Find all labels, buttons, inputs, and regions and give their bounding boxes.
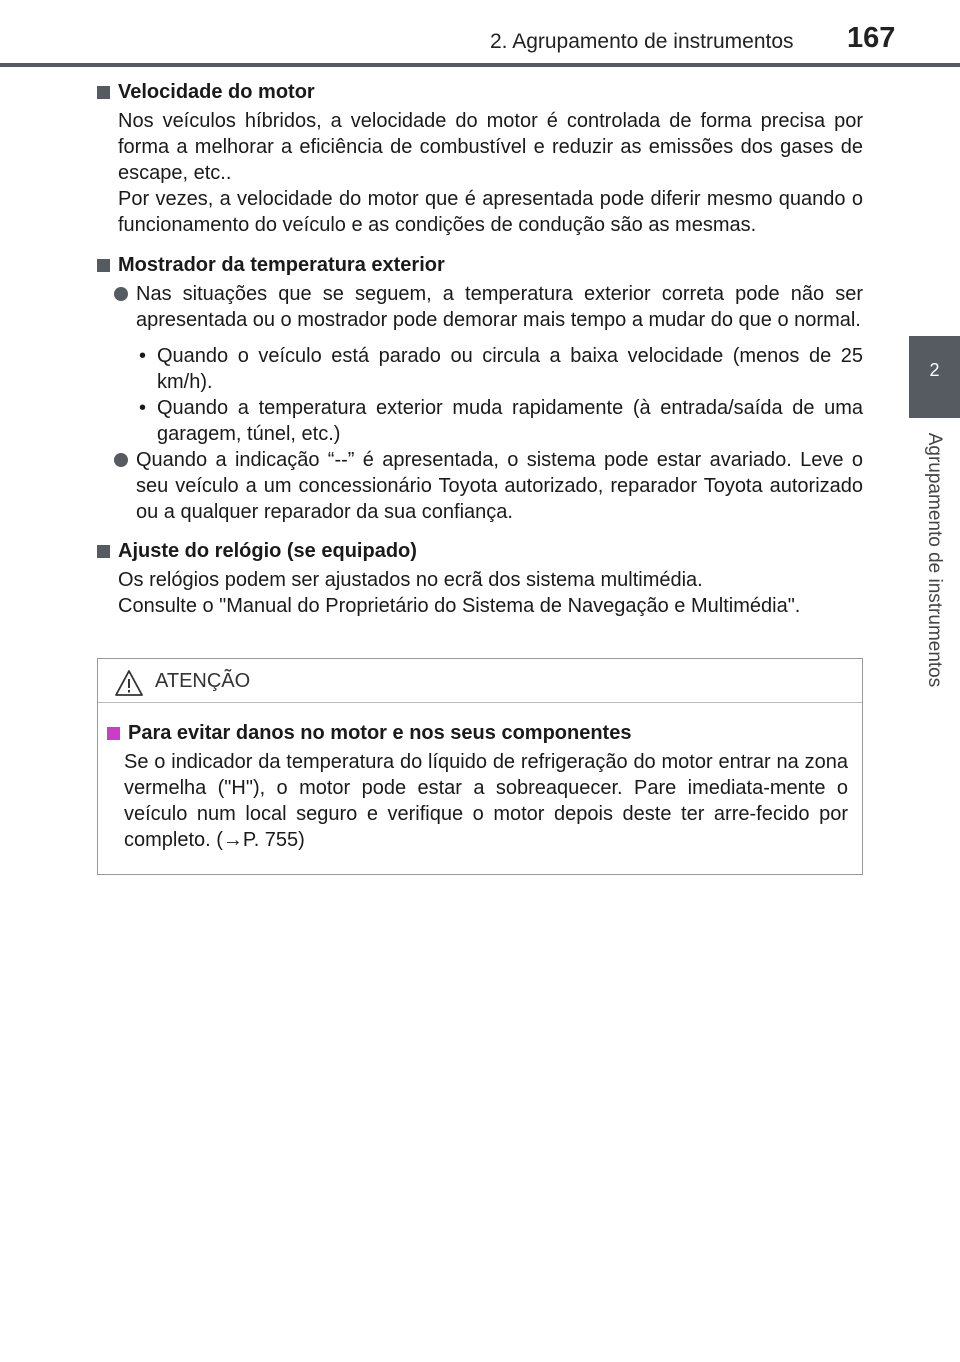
paragraph: Os relógios podem ser ajustados no ecrã dos sistema multimédia.	[118, 569, 703, 591]
warning-text: Se o indicador da temperatura do líquido de refrigeração do motor entrar na zona vermelha ("H"), o motor pode estar a sobreaquecer. Pare imediata-mente o veículo num local seguro e verifique o motor depois deste ter arre-fecido por completo. (→P. 755)	[124, 751, 848, 851]
section-heading-outside-temperature	[97, 251, 863, 279]
bullet-dot-icon	[114, 453, 128, 467]
bullet-text: Quando a indicação “--” é apresentada, o sistema pode estar avariado. Leve o seu veículo a um concessionário Toyota autorizado, reparador Toyota autorizado ou a qualquer reparador da sua confiança.	[136, 449, 863, 523]
section-square-icon	[97, 259, 110, 272]
warning-body	[98, 703, 862, 853]
paragraph: Nos veículos híbridos, a velocidade do motor é controlada de forma precisa por forma a melhorar a eficiência de combustível e reduzir as emissões dos gases de escape, etc..	[118, 110, 863, 184]
warning-heading-text: Para evitar danos no motor e nos seus componentes	[128, 722, 632, 744]
header-title: 2. Agrupamento de instrumentos	[490, 30, 794, 53]
paragraph: Por vezes, a velocidade do motor que é apresentada pode diferir mesmo quando o funcionamento do veículo e as condições de condução são as mesmas.	[118, 188, 863, 236]
bullet-dot-icon	[114, 287, 128, 301]
sub-bullet-marker: •	[139, 345, 147, 367]
main-content	[97, 78, 863, 619]
section-square-icon	[107, 727, 120, 740]
sub-bullet-marker: •	[139, 397, 147, 419]
section-heading-text: Ajuste do relógio (se equipado)	[118, 540, 417, 562]
paragraph: Consulte o "Manual do Proprietário do Sistema de Navegação e Multimédia".	[118, 595, 801, 617]
warning-box	[97, 658, 863, 875]
section-heading-clock-adjust	[97, 537, 863, 565]
section-square-icon	[97, 86, 110, 99]
section-heading-text: Velocidade do motor	[118, 81, 315, 103]
sub-bullet-text: Quando o veículo está parado ou circula a baixa velocidade (menos de 25 km/h).	[157, 345, 863, 393]
sub-bullet-item	[139, 395, 863, 447]
header-divider	[0, 63, 960, 67]
section-heading-engine-speed	[97, 78, 863, 106]
page-number: 167	[847, 22, 896, 54]
chapter-label: Agrupamento de instrumentos	[924, 432, 945, 688]
section-square-icon	[97, 545, 110, 558]
bullet-item	[136, 447, 863, 525]
warning-title: ATENÇÃO	[155, 670, 251, 692]
warning-header	[98, 659, 862, 703]
bullet-text: Nas situações que se seguem, a temperatura exterior correta pode não ser apresentada ou o mostrador pode demorar mais tempo a mudar do que o normal.	[136, 283, 863, 331]
bullet-item	[136, 281, 863, 333]
warning-heading	[107, 719, 848, 747]
sub-bullet-item	[139, 343, 863, 395]
chapter-number: 2	[929, 360, 940, 380]
section-heading-text: Mostrador da temperatura exterior	[118, 254, 445, 276]
warning-triangle-icon	[114, 669, 144, 697]
sub-bullet-text: Quando a temperatura exterior muda rapidamente (à entrada/saída de uma garagem, túnel, etc.)	[157, 397, 863, 445]
